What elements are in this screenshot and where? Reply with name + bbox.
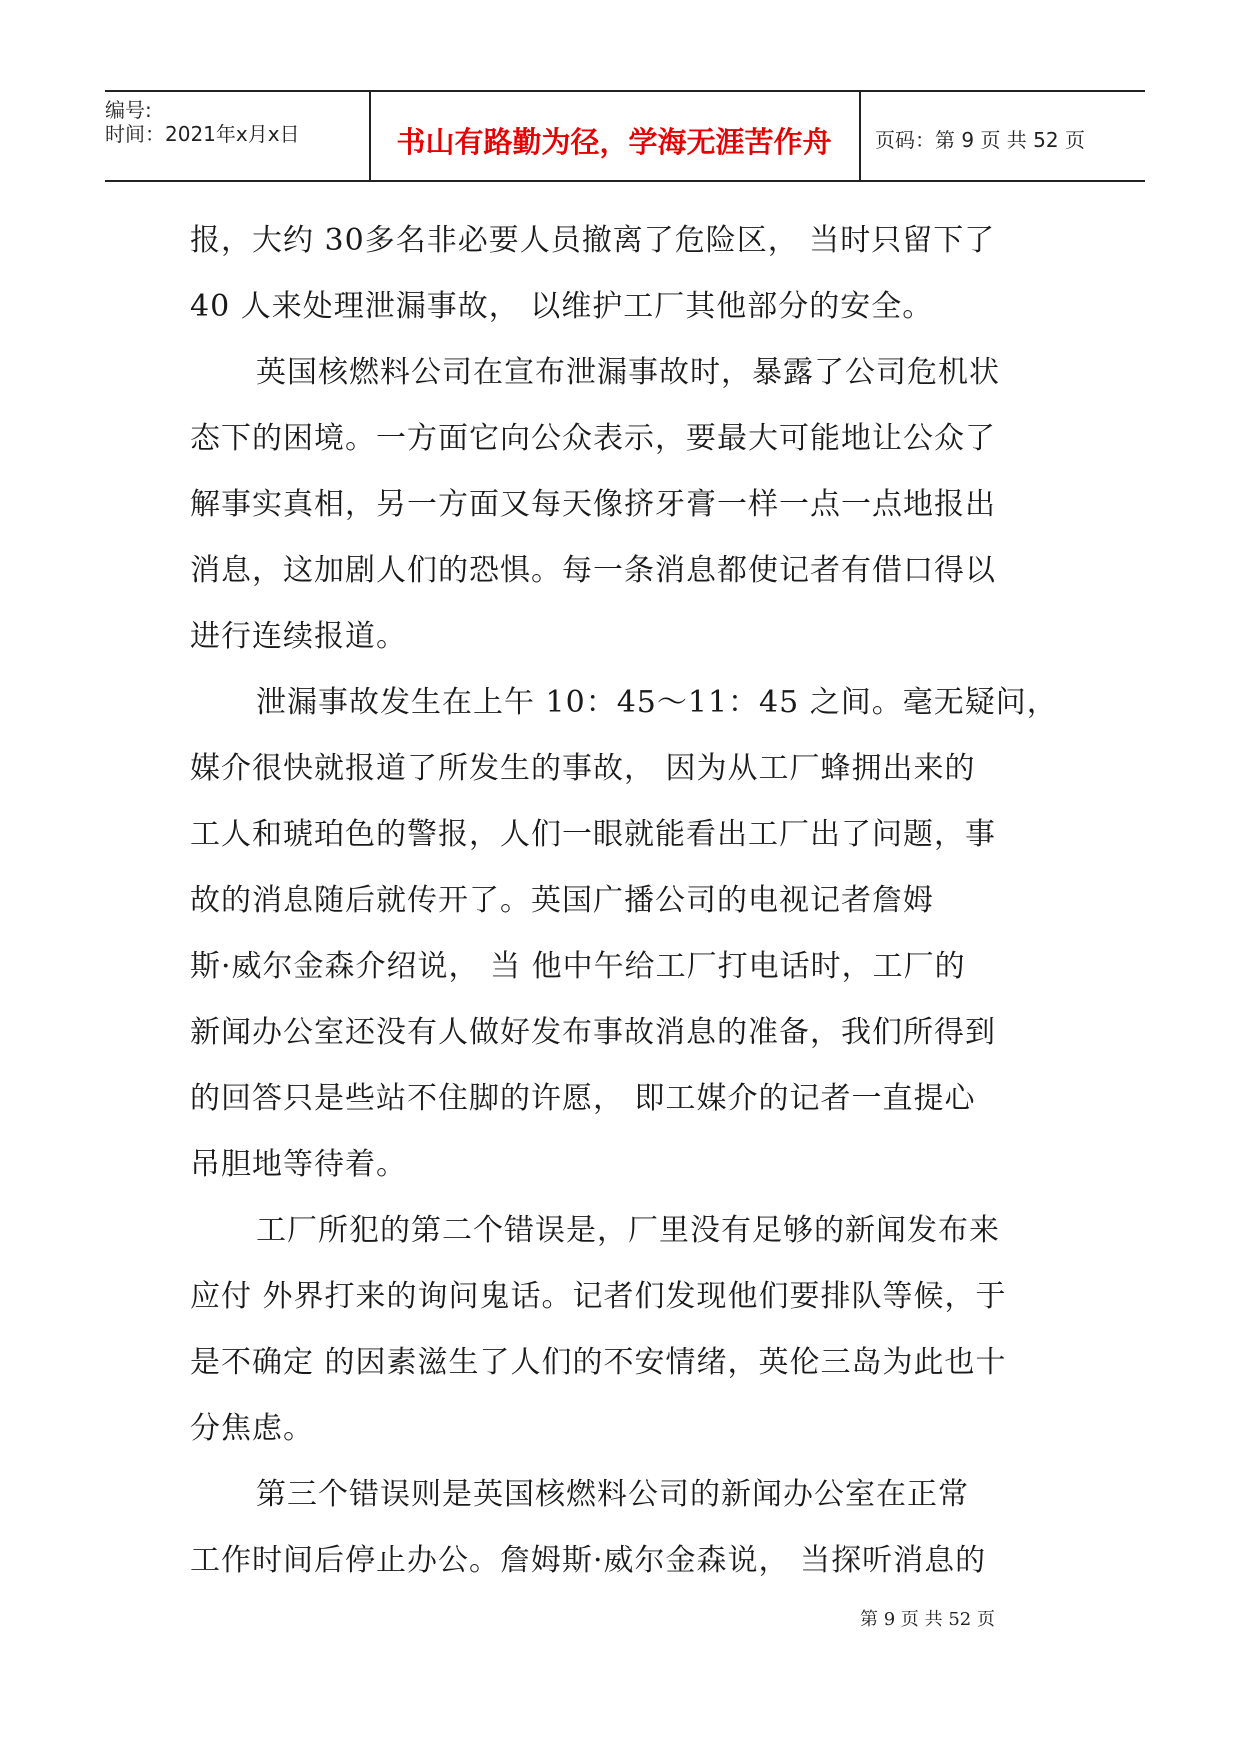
text-line: 媒介很快就报道了所发生的事故， 因为从工厂蜂拥出来的 xyxy=(190,751,976,786)
header-page-cell xyxy=(861,92,1145,180)
text-line: 消息，这加剧人们的恐惧。每一条消息都使记者有借口得以 xyxy=(190,553,996,588)
header-page-label: 页码：第 9 页 共 52 页 xyxy=(875,128,1085,152)
text-line: 新闻办公室还没有人做好发布事故消息的准备，我们所得到 xyxy=(190,1015,996,1050)
text-line: 英国核燃料公司在宣布泄漏事故时，暴露了公司危机状 xyxy=(256,355,1000,390)
header-info-cell xyxy=(105,92,371,180)
text-line: 第三个错误则是英国核燃料公司的新闻办公室在正常 xyxy=(256,1477,969,1512)
text-line: 泄漏事故发生在上午 10：45～11：45 之间。毫无疑问， xyxy=(256,685,1058,720)
text-line: 分焦虑。 xyxy=(190,1411,314,1446)
text-line: 吊胆地等待着。 xyxy=(190,1147,407,1182)
text-line: 工人和琥珀色的警报，人们一眼就能看出工厂出了问题，事 xyxy=(190,817,996,852)
page-footer: 第 9 页 共 52 页 xyxy=(860,1609,995,1630)
text-line: 40 人来处理泄漏事故， 以维护工厂其他部分的安全。 xyxy=(190,289,934,324)
text-line: 的回答只是些站不住脚的许愿， 即工媒介的记者一直提心 xyxy=(190,1081,976,1116)
text-line: 解事实真相，另一方面又每天像挤牙膏一样一点一点地报出 xyxy=(190,487,996,522)
text-line: 进行连续报道。 xyxy=(190,619,407,654)
time-label: 时间：2021年x月x日 xyxy=(105,122,300,146)
text-line: 故的消息随后就传开了。英国广播公司的电视记者詹姆 xyxy=(190,883,934,918)
number-label: 编号: xyxy=(105,98,152,122)
text-line: 应付 外界打来的询问鬼话。记者们发现他们要排队等候，于 xyxy=(190,1279,1007,1314)
text-line: 斯·威尔金森介绍说， 当 他中午给工厂打电话时，工厂的 xyxy=(190,949,966,984)
text-line: 态下的困境。一方面它向公众表示，要最大可能地让公众了 xyxy=(190,421,996,456)
text-line: 是不确定 的因素滋生了人们的不安情绪，英伦三岛为此也十 xyxy=(190,1345,1007,1380)
document-header xyxy=(105,90,1145,182)
text-line: 工作时间后停止办公。詹姆斯·威尔金森说， 当探听消息的 xyxy=(190,1543,987,1578)
header-motto-cell xyxy=(369,92,861,180)
body-text xyxy=(190,208,1070,1594)
text-line: 报，大约 30多名非必要人员撤离了危险区， 当时只留下了 xyxy=(190,223,996,258)
motto-text: 书山有路勤为径，学海无涯苦作舟 xyxy=(396,125,832,159)
text-line: 工厂所犯的第二个错误是，厂里没有足够的新闻发布来 xyxy=(256,1213,1000,1248)
